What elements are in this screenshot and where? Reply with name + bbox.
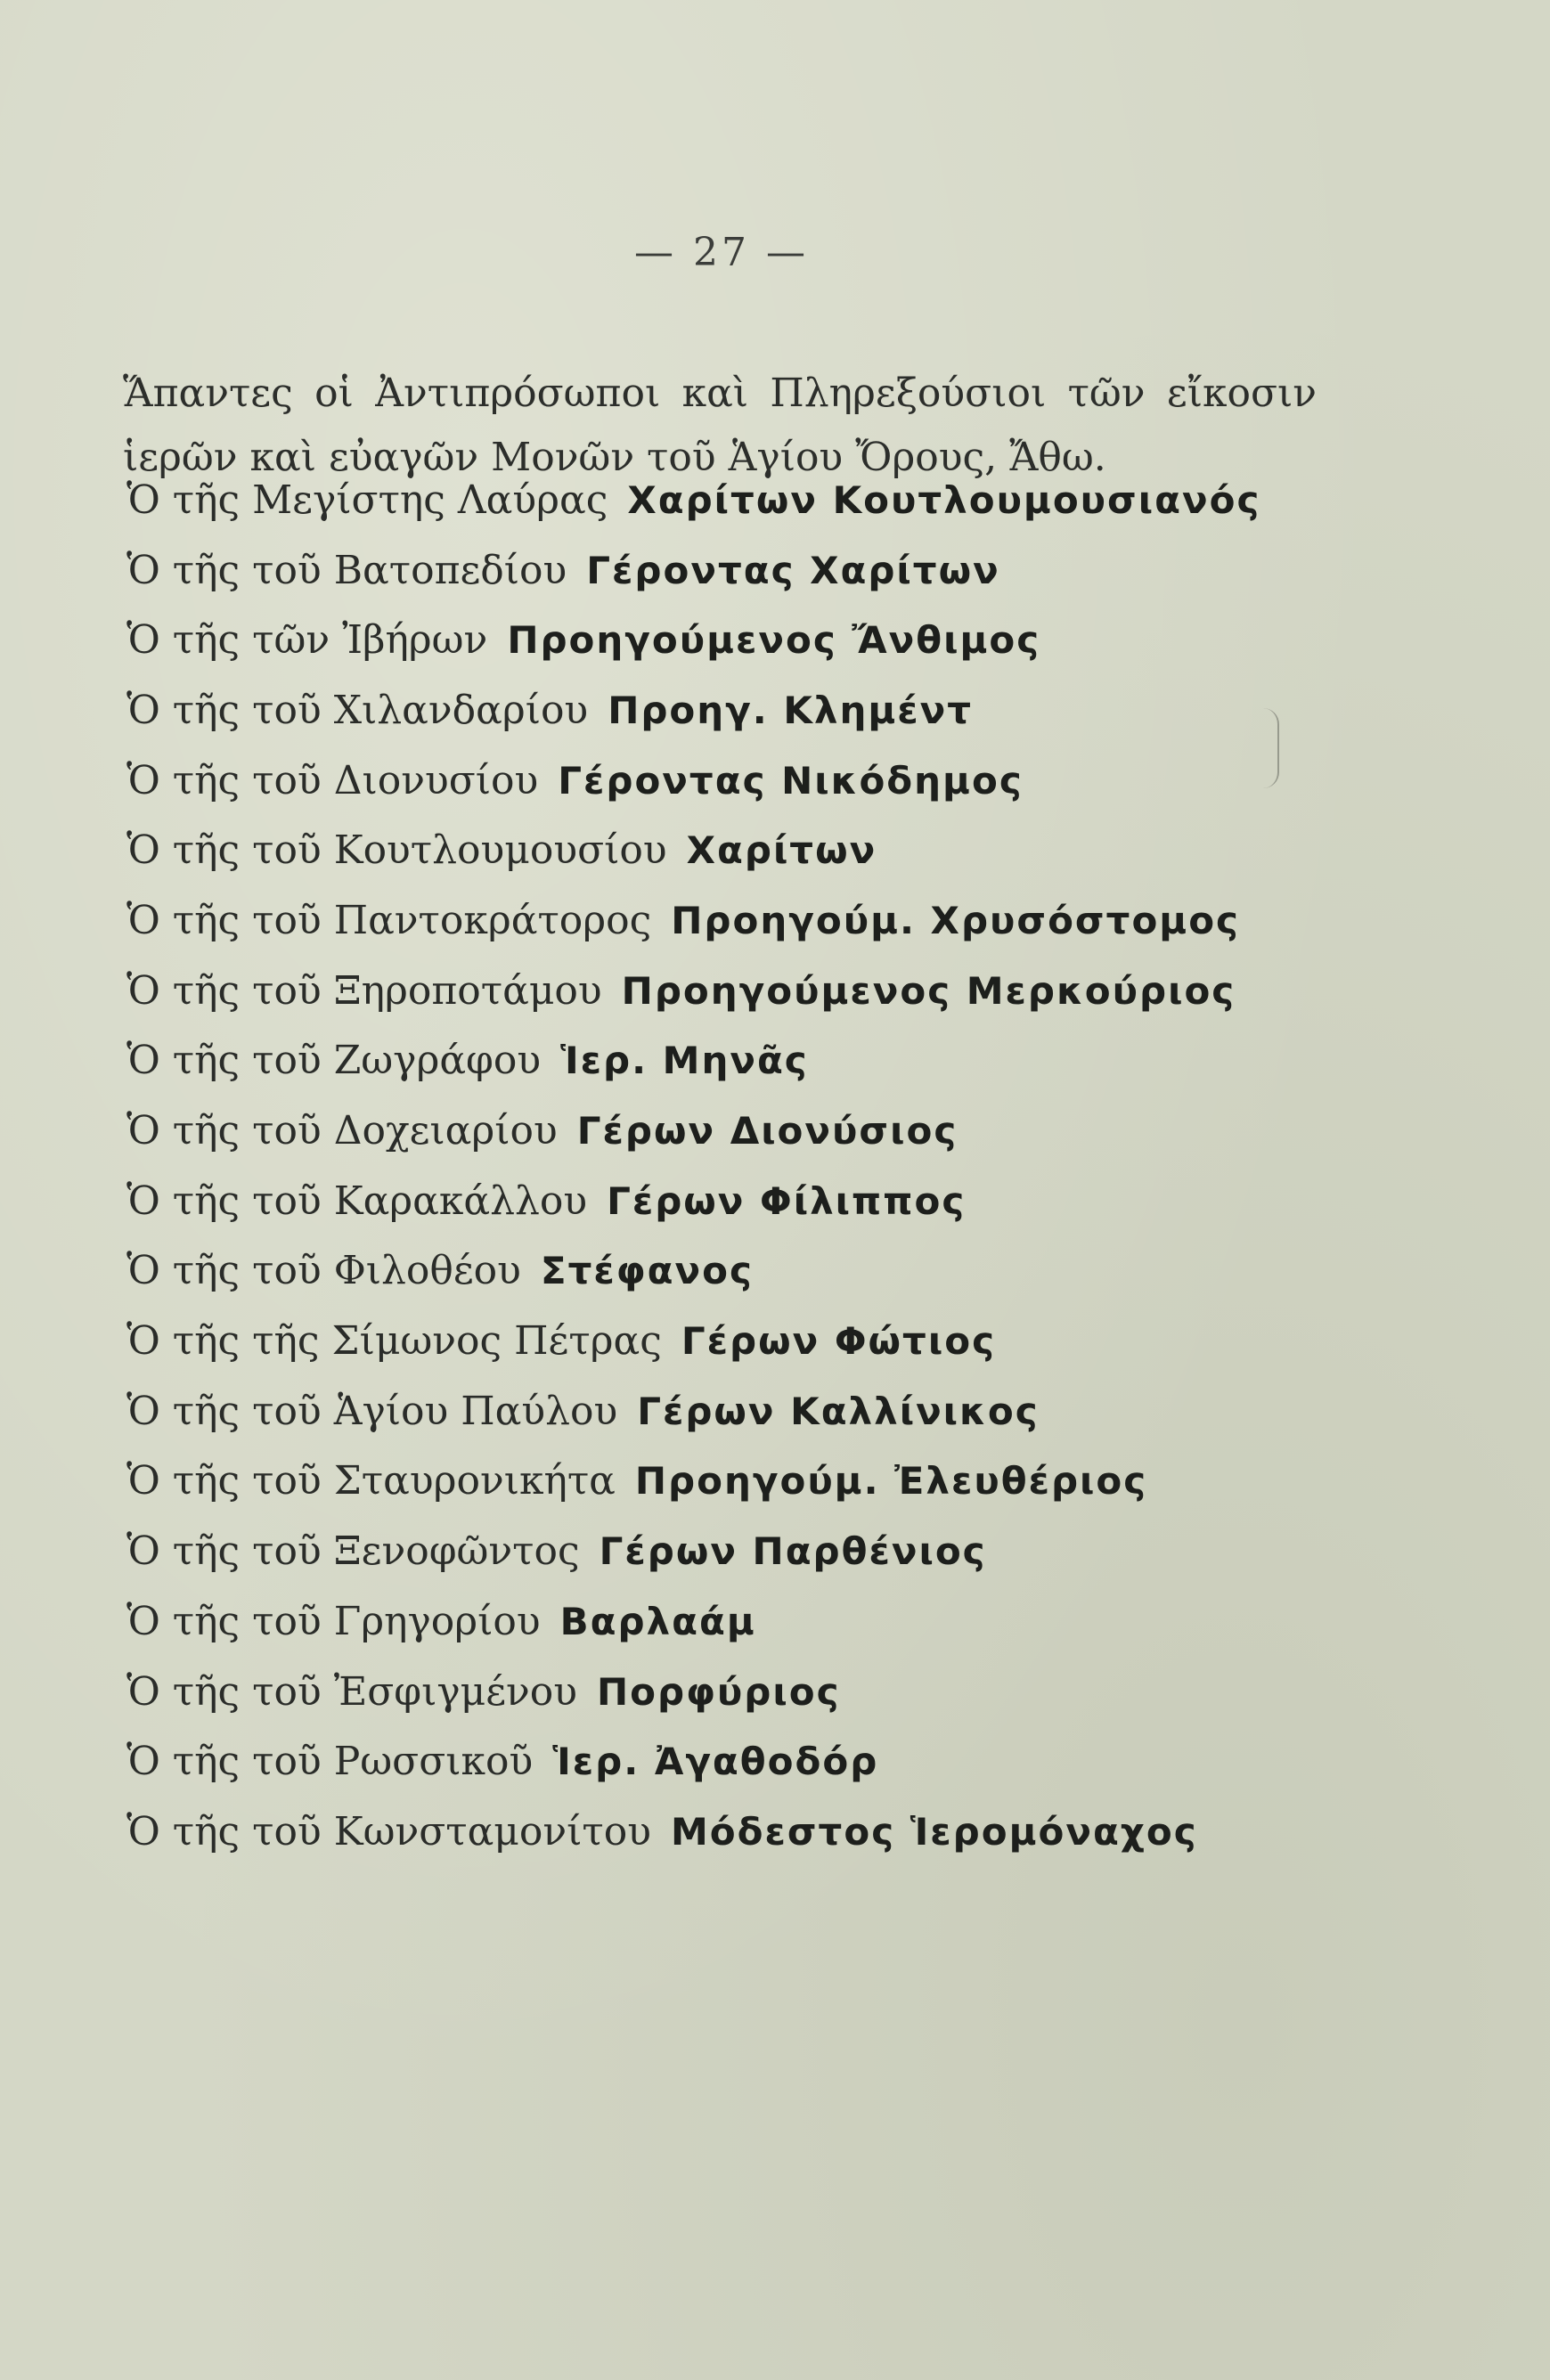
- monastery-label: Ὁ τῆς τοῦ Παντοκράτορος: [126, 897, 652, 943]
- monastery-label: Ὁ τῆς τοῦ Φιλοθέου: [126, 1248, 521, 1294]
- list-item: [126, 1586, 1391, 1657]
- representative-name: Γέρων Διονύσιος: [576, 1109, 959, 1153]
- list-item: [126, 1797, 1391, 1867]
- list-item: [126, 1657, 1391, 1727]
- representative-name: Προηγούμενος Ἄνθιμος: [507, 618, 1041, 663]
- monastery-label: Ὁ τῆς τῶν Ἰβήρων: [126, 617, 488, 664]
- list-item: [126, 1306, 1391, 1376]
- representative-name: Προηγούμ. Χρυσόστομος: [671, 898, 1240, 942]
- representative-name: Ἱερ. Μηνᾶς: [560, 1039, 809, 1083]
- monastery-label: Ὁ τῆς τοῦ Ἁγίου Παύλου: [126, 1388, 618, 1434]
- list-item: [126, 1026, 1391, 1096]
- list-item: [126, 1516, 1391, 1586]
- monastery-label: Ὁ τῆς τοῦ Σταυρονικήτα: [126, 1458, 616, 1504]
- monastery-label: Ὁ τῆς τοῦ Ρωσσικοῦ: [126, 1739, 534, 1785]
- representative-name: Χαρίτων Κουτλουμουσιανός: [627, 477, 1261, 522]
- representative-name: Στέφανος: [540, 1249, 754, 1293]
- list-item: [126, 675, 1391, 746]
- page-number: — 27 —: [634, 230, 809, 275]
- list-item: [126, 1447, 1391, 1517]
- monastery-label: Ὁ τῆς τοῦ Κουτλουμουσίου: [126, 827, 667, 874]
- monastery-label: Ὁ τῆς τῆς Σίμωνος Πέτρας: [126, 1318, 662, 1365]
- representative-name: Χαρίτων: [686, 828, 877, 873]
- monastery-label: Ὁ τῆς Μεγίστης Λαύρας: [126, 477, 608, 523]
- list-item: [126, 1726, 1391, 1797]
- monastery-label: Ὁ τῆς τοῦ Ξηροποτάμου: [126, 967, 602, 1014]
- list-item: [126, 815, 1391, 885]
- list-item: [126, 956, 1391, 1026]
- monastery-label: Ὁ τῆς τοῦ Κωνσταμονίτου: [126, 1808, 651, 1854]
- list-item: [126, 1166, 1391, 1236]
- monastery-label: Ὁ τῆς τοῦ Βατοπεδίου: [126, 547, 567, 593]
- representative-name: Προηγ. Κλημέντ: [608, 688, 974, 732]
- list-item: [126, 535, 1391, 606]
- representative-name: Γέροντας Χαρίτων: [586, 548, 1000, 592]
- monastery-label: Ὁ τῆς τοῦ Ζωγράφου: [126, 1038, 542, 1084]
- monastery-label: Ὁ τῆς τοῦ Ἐσφιγμένου: [126, 1668, 577, 1715]
- list-item: [126, 1376, 1391, 1447]
- monastery-label: Ὁ τῆς τοῦ Ξενοφῶντος: [126, 1528, 580, 1575]
- monastery-label: Ὁ τῆς τοῦ Δοχειαρίου: [126, 1108, 558, 1154]
- representative-name: Γέρων Φώτιος: [681, 1319, 996, 1364]
- representative-name: Γέρων Παρθένιος: [599, 1529, 987, 1574]
- list-item: [126, 1096, 1391, 1166]
- list-item: [126, 605, 1391, 675]
- representative-name: Βαρλαάμ: [559, 1599, 756, 1643]
- list-item: [126, 746, 1391, 816]
- representative-name: Γέροντας Νικόδημος: [558, 758, 1024, 803]
- representative-name: Μόδεστος Ἱερομόναχος: [670, 1809, 1198, 1854]
- monastery-label: Ὁ τῆς τοῦ Γρηγορίου: [126, 1598, 541, 1644]
- representative-name: Πορφύριος: [597, 1669, 841, 1714]
- representatives-list: [126, 465, 1391, 1867]
- representative-name: Ἱερ. Ἀγαθοδόρ: [552, 1740, 879, 1784]
- list-item: [126, 1236, 1391, 1307]
- monastery-label: Ὁ τῆς τοῦ Χιλανδαρίου: [126, 687, 589, 733]
- representative-name: Προηγούμενος Μερκούριος: [621, 968, 1236, 1013]
- monastery-label: Ὁ τῆς τοῦ Καρακάλλου: [126, 1178, 588, 1224]
- representative-name: Γέρων Φίλιππος: [607, 1178, 967, 1223]
- intro-paragraph: Ἅπαντες οἱ Ἀντιπρόσωποι καὶ Πληρεξούσιοι τῶν εἴκοσιν ἱερῶν καὶ εὐαγῶν Μονῶν τοῦ Ἁγίου Ὄρους, Ἄθω.: [123, 371, 1317, 480]
- list-item: [126, 885, 1391, 956]
- representative-name: Γέρων Καλλίνικος: [637, 1389, 1040, 1433]
- list-item: [126, 465, 1391, 535]
- monastery-label: Ὁ τῆς τοῦ Διονυσίου: [126, 757, 539, 803]
- representative-name: Προηγούμ. Ἐλευθέριος: [634, 1459, 1148, 1504]
